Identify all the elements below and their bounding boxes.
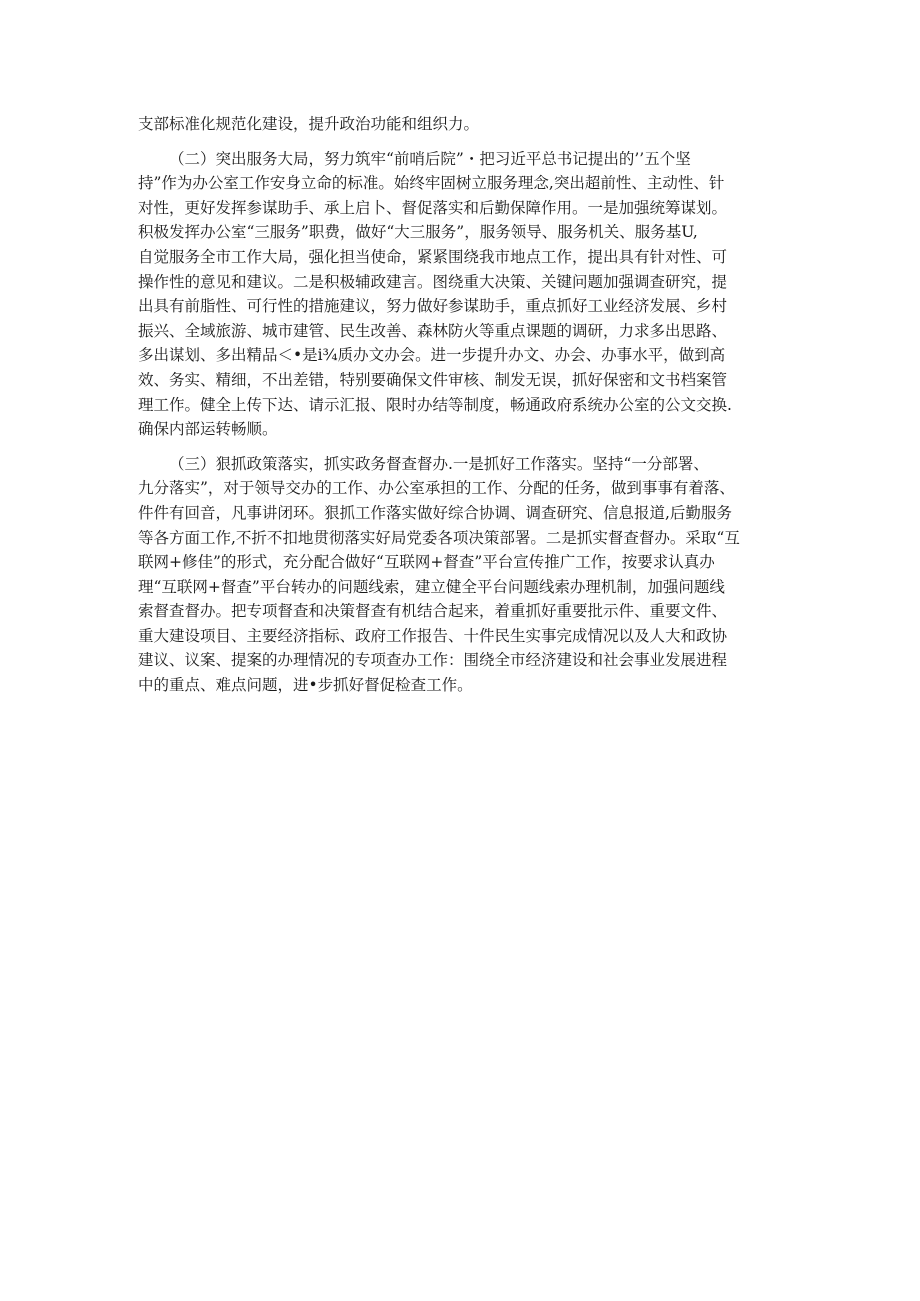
text-line: 持”作为办公室工作安身立命的标准。始终牢固树立服务理念,突出超前性、主动性、针 — [138, 174, 725, 193]
text-line: 出具有前脂性、可行性的措施建议，努力做好参谋助手，重点抓好工业经济发展、乡村 — [138, 297, 728, 316]
text-line: 理工作。健全上传下达、请示汇报、限时办结等制度，畅通政府系统办公室的公文交换. — [138, 395, 732, 414]
text-line: 等各方面工作,不折不扣地贯彻落实好局党委各项决策部署。二是抓实督查督办。采取“互 — [138, 528, 740, 547]
text-line: 理“互联网+督查”平台转办的问题线索，建立健全平台问题线索办理机制，加强问题线 — [138, 577, 725, 596]
text-line: 件件有回音，凡事讲闭环。狠抓工作落实做好综合协调、调查研究、信息报道,后勤服务 — [138, 503, 732, 522]
text-line: 中的重点、难点问题，进•步抓好督促检查工作。 — [138, 676, 473, 695]
text-line: （三）狠抓政策落实，抓实政务督查督办.一是抓好工作落实。坚持“一分部署、 — [169, 454, 709, 473]
text-line: 自觉服务全市工作大局，强化担当使命，紧紧围绕我市地点工作，提出具有针对性、可 — [138, 247, 728, 266]
text-line: （二）突出服务大局，努力筑牢“前哨后院”・把习近平总书记提出的’’五个坚 — [169, 149, 691, 168]
paragraph-serve-overall — [138, 147, 798, 442]
text-line: 对性，更好发挥参谋助手、承上启卜、督促落实和后勤保障作用。一是加强统筹谋划。 — [138, 198, 728, 217]
document-body — [138, 112, 798, 708]
text-line: 联网+修佳”的形式，充分配合做好“互联网+督查”平台宣传推广工作，按要求认真办 — [138, 553, 715, 572]
text-line: 索督查督办。把专项督查和决策督查有机结合起来，着重抓好重要批示件、重要文件、 — [138, 602, 728, 621]
text-line: 积极发挥办公室“三服务”职费，做好“大三服务”，服务领导、服务机关、服务基U, — [138, 223, 698, 242]
paragraph-intro — [138, 112, 798, 137]
text-line: 确保内部运转畅顺。 — [138, 420, 278, 439]
text-line: 九分落实”，对于领导交办的工作、办公室承担的工作、分配的任务，做到事事有着落、 — [138, 479, 735, 498]
text-line: 操作性的意见和建议。二是积极辅政建言。图绕重大决策、关键问题加强调查研究，提 — [138, 272, 728, 291]
text-line: 多出谋划、多出精品＜•是i¾质办文办会。进一步提升办文、办会、办事水平，做到高 — [138, 346, 726, 365]
text-line: 振兴、全域旅游、城市建管、民生改善、森林防火等重点课题的调研，力求多出思路、 — [138, 321, 728, 340]
paragraph-policy-implementation — [138, 452, 798, 698]
text-line: 效、务实、精细，不出差错，特别要确保文件审核、制发无误，抓好保密和文书档案管 — [138, 370, 728, 389]
text-line: 支部标准化规范化建设，提升政治功能和组织力。 — [138, 115, 480, 133]
text-line: 重大建设项目、主要经济指标、政府工作报告、十件民生实事完成情况以及人大和政协 — [138, 626, 728, 645]
text-line: 建议、议案、提案的办理情况的专项查办工作：围绕全市经济建设和社会事业发展进程 — [138, 651, 728, 670]
